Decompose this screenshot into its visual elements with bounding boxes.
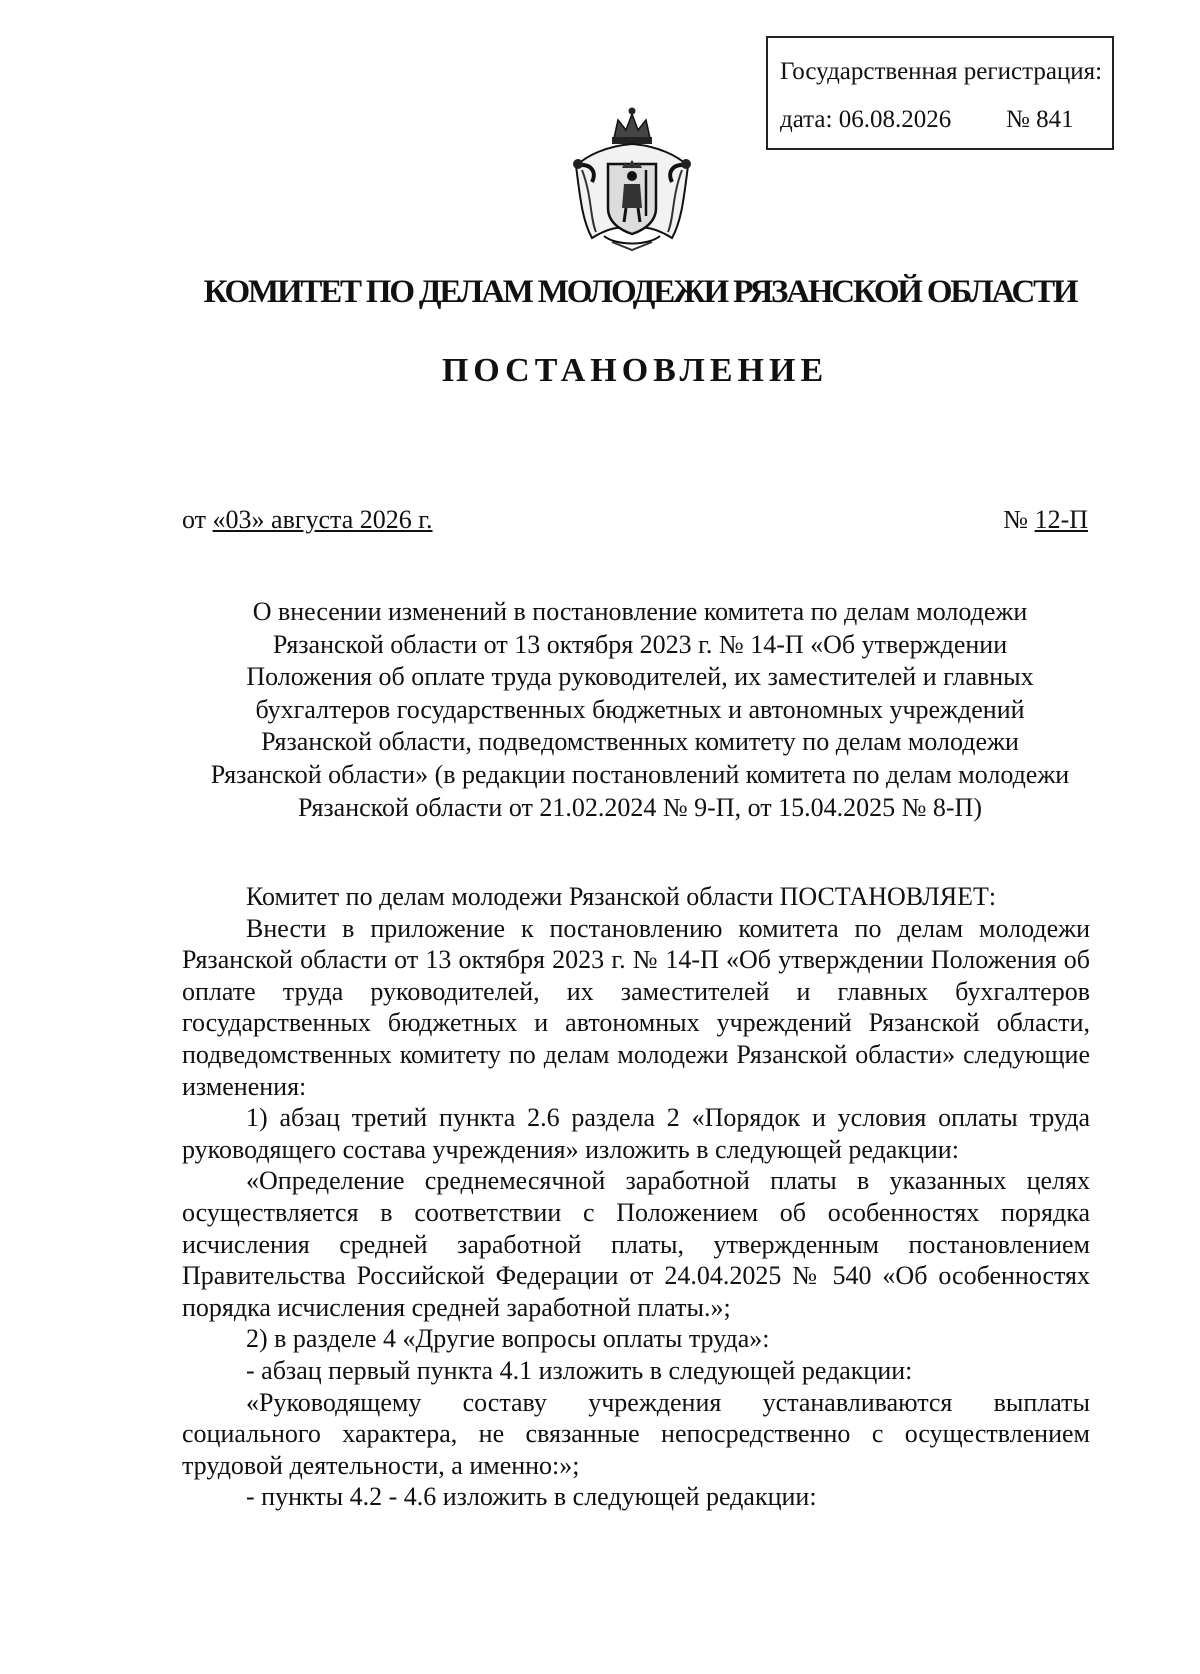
document-date <box>182 505 433 535</box>
subject-line: Рязанской области, подведомственных комитету по делам молодежи <box>261 727 1019 757</box>
document-number <box>1003 505 1088 535</box>
document-body <box>182 881 1090 1513</box>
document-subject <box>160 596 1120 824</box>
body-paragraph: «Руководящему составу учреждения устанавливаются выплаты социального характера, не связанные непосредственно с осуществлением трудовой деятельности, а именно:»; <box>182 1387 1090 1480</box>
document-type: ПОСТАНОВЛЕНИЕ <box>441 352 829 389</box>
date-prefix: от <box>182 505 213 534</box>
subject-line: Рязанской области» (в редакции постановлений комитета по делам молодежи <box>210 759 1070 789</box>
registration-number: № 841 <box>1006 106 1074 133</box>
number-value: 12-П <box>1034 505 1088 534</box>
body-paragraph: 1) абзац третий пункта 2.6 раздела 2 «Порядок и условия оплаты труда руководящего состава учреждения» изложить в следующей редакции: <box>182 1103 1090 1164</box>
subject-line: Рязанской области от 21.02.2024 № 9-П, от 15.04.2025 № 8-П) <box>297 792 982 822</box>
subject-line: Положения об оплате труда руководителей, их заместителей и главных <box>246 662 1034 692</box>
body-paragraph: «Определение среднемесячной заработной платы в указанных целях осуществляется в соответствии с Положением об особенностях порядка исчисления средней заработной платы, утвержденным постановлением Правительства Российской Федерации от 24.04.2025 № 540 «Об особенностях порядка исчисления средней заработной платы.»; <box>182 1166 1090 1322</box>
subject-line: Рязанской области от 13 октября 2023 г. № 14-П «Об утверждении <box>272 629 1008 659</box>
registration-date: дата: 06.08.2026 <box>780 106 952 133</box>
subject-line: бухгалтеров государственных бюджетных и автономных учреждений <box>255 694 1025 724</box>
date-value: «03» августа 2026 г. <box>212 505 433 534</box>
number-prefix: № <box>1003 505 1035 534</box>
coat-of-arms-icon <box>568 104 696 254</box>
subject-line: О внесении изменений в постановление комитета по делам молодежи <box>252 597 1028 626</box>
body-paragraph: 2) в разделе 4 «Другие вопросы оплаты труда»: <box>246 1324 770 1354</box>
body-paragraph: - абзац первый пункта 4.1 изложить в следующей редакции: <box>246 1355 913 1385</box>
organization-name: КОМИТЕТ ПО ДЕЛАМ МОЛОДЕЖИ РЯЗАНСКОЙ ОБЛАСТИ <box>203 274 1077 310</box>
registration-title: Государственная регистрация: <box>780 58 1103 85</box>
body-paragraph: Внести в приложение к постановлению комитета по делам молодежи Рязанской области от 13 октября 2023 г. № 14-П «Об утверждении Положения об оплате труда руководителей, их заместителей и главных бухгалтеров государственных бюджетных и автономных учреждений Рязанской области, подведомственных комитету по делам молодежи Рязанской области» следующие изменения: <box>182 913 1090 1101</box>
body-paragraph: Комитет по делам молодежи Рязанской области ПОСТАНОВЛЯЕТ: <box>246 882 997 911</box>
registration-stamp <box>766 36 1114 150</box>
body-paragraph: - пункты 4.2 - 4.6 изложить в следующей редакции: <box>246 1482 817 1512</box>
